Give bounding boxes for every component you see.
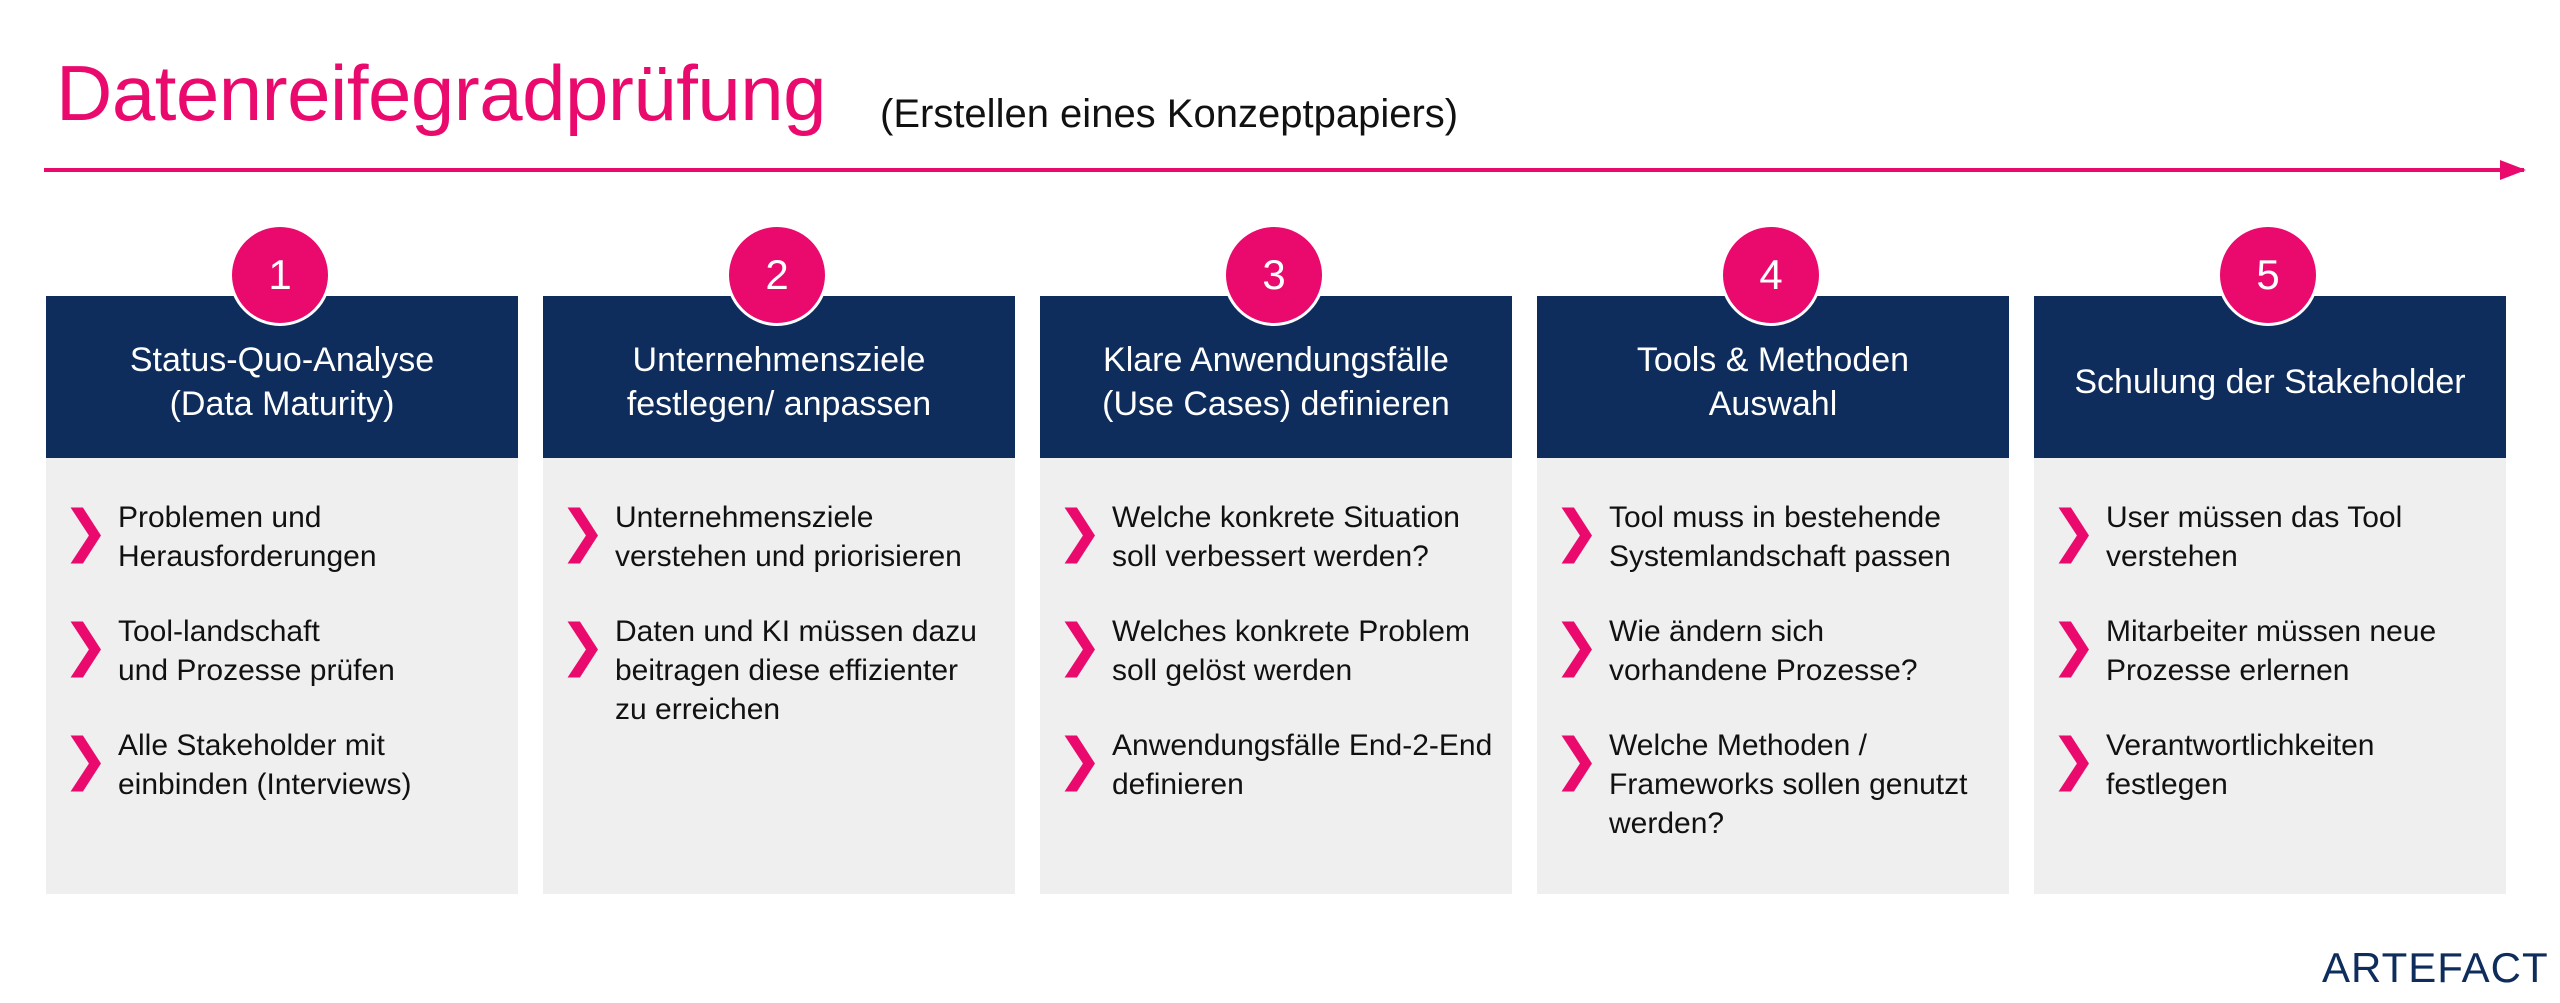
step-number-badge: 5 [2217,224,2319,326]
chevron-right-icon: ❯ [62,613,109,678]
step-bullet-list [1040,498,1512,840]
list-item [46,726,518,804]
step-bullet-list [2034,498,2506,840]
chevron-right-icon: ❯ [1056,727,1103,792]
chevron-right-icon: ❯ [1553,613,1600,678]
list-item [1040,726,1512,804]
bullet-text: Welches konkrete Problem soll gelöst werden [1112,615,1470,687]
artefact-logo: ARTEFACT [2322,944,2549,991]
step-number-badge: 3 [1223,224,1325,326]
chevron-right-icon: ❯ [62,499,109,564]
step-card-4 [1537,296,2009,894]
step-title: Schulung der Stakeholder [2074,363,2466,401]
bullet-text: Mitarbeiter müssen neue Prozesse erlernen [2106,615,2437,687]
timeline-arrow-line [44,168,2524,172]
chevron-right-icon: ❯ [62,727,109,792]
bullet-text: Daten und KI müssen dazu beitragen diese effizienter zu erreichen [615,615,977,726]
bullet-text: User müssen das Tool verstehen [2106,501,2403,573]
step-card-2 [543,296,1015,894]
step-title: Tools & Methoden Auswahl [1636,341,1910,423]
bullet-text: Wie ändern sich vorhandene Prozesse? [1609,615,1918,687]
chevron-right-icon: ❯ [1553,727,1600,792]
step-title: Status-Quo-Analyse (Data Maturity) [129,341,435,423]
list-item [46,612,518,690]
bullet-text: Unternehmensziele verstehen und priorisieren [615,501,962,573]
step-bullet-list [46,498,518,840]
chevron-right-icon: ❯ [2050,613,2097,678]
bullet-text: Welche Methoden / Frameworks sollen genutzt werden? [1609,729,1968,840]
step-bullet-list [543,498,1015,765]
page-subtitle: (Erstellen eines Konzeptpapiers) [880,92,1459,136]
step-number-badge: 4 [1720,224,1822,326]
step-number-badge: 1 [229,224,331,326]
step-bullet-list [1537,498,2009,879]
chevron-right-icon: ❯ [1056,613,1103,678]
step-card-5 [2034,296,2506,894]
bullet-text: Tool-landschaft und Prozesse prüfen [118,615,395,687]
chevron-right-icon: ❯ [1553,499,1600,564]
bullet-text: Anwendungsfälle End-2-End definieren [1112,729,1493,801]
list-item [1040,498,1512,576]
list-item [543,498,1015,576]
step-card-3 [1040,296,1512,894]
list-item [2034,498,2506,576]
bullet-text: Tool muss in bestehende Systemlandschaft passen [1609,501,1951,573]
list-item [1537,726,2009,843]
list-item [2034,612,2506,690]
bullet-text: Verantwortlichkeiten festlegen [2106,729,2375,801]
list-item [543,612,1015,729]
list-item [2034,726,2506,804]
list-item [46,498,518,576]
bullet-text: Welche konkrete Situation soll verbessert werden? [1112,501,1460,573]
list-item [1537,498,2009,576]
chevron-right-icon: ❯ [2050,727,2097,792]
step-title: Unternehmensziele festlegen/ anpassen [626,341,932,423]
step-number-badge: 2 [726,224,828,326]
step-card-1 [46,296,518,894]
chevron-right-icon: ❯ [559,499,606,564]
page-title: Datenreifegradprüfung [56,49,827,137]
step-title: Klare Anwendungsfälle (Use Cases) definieren [1102,341,1450,423]
arrow-head-icon [2500,160,2526,180]
bullet-text: Alle Stakeholder mit einbinden (Interviews) [118,729,412,801]
bullet-text: Problemen und Herausforderungen [118,501,377,573]
chevron-right-icon: ❯ [2050,499,2097,564]
list-item [1537,612,2009,690]
chevron-right-icon: ❯ [1056,499,1103,564]
list-item [1040,612,1512,690]
chevron-right-icon: ❯ [559,613,606,678]
